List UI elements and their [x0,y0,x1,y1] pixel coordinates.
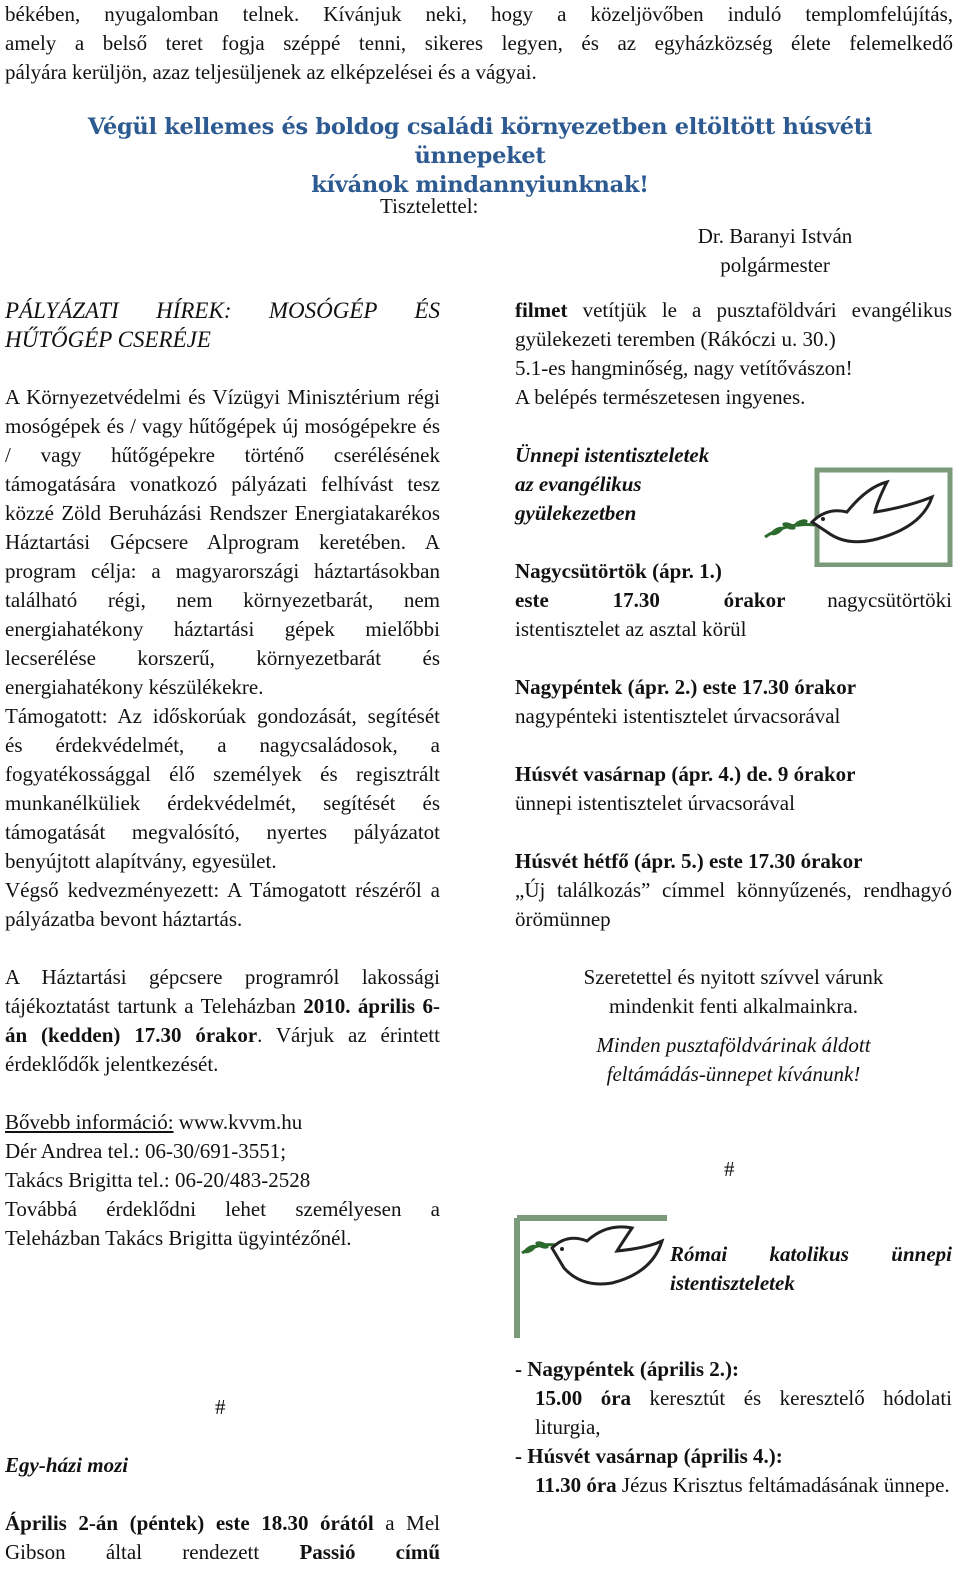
event-desc: nagycsütörtöki istentisztelet az asztal körül [515,588,952,641]
catholic-event-text [515,1384,952,1442]
wish-line: feltámádás-ünnepet kívánunk! [606,1062,861,1086]
contact-line: Takács Brigitta tel.: 06-20/483-2528 [5,1168,311,1192]
event-text: „Új találkozás” címmel könnyűzenés, rendhagyó örömünnep [515,878,952,931]
event-title: Nagycsütörtök (ápr. 1.) [515,559,722,583]
mozi-text: a Mel Gibson által rendezett [5,1511,440,1564]
event-date: 2010. április 6-án (kedden) 17.30 órakor [5,994,440,1047]
easter-wish-line: Végül kellemes és boldog családi környezetben eltöltött húsvéti ünnepeket [87,114,873,169]
catholic-section [515,1355,952,1500]
catholic-heading-text: Római katolikus ünnepi [670,1242,952,1266]
catholic-time: 15.00 óra [535,1386,632,1410]
article-paragraph: Támogatott: Az időskorúak gondozását, segítését és érdekvédelmét, a nagycsaládosok, a fogyatékossággal élő személyek és regisztrált munkanélküliek érdekvédelmét, segítését és támogatását megvalósító, nyertes pályázatot benyújtott alapítvány, egyesület. [5,704,440,873]
mozi-heading: Egy-házi mozi [5,1453,129,1477]
dove-illustration [512,1213,672,1343]
intro-paragraph [5,0,953,87]
event-time: este 17.30 órakor [515,588,786,612]
article-heading [5,296,440,325]
dove-icon [757,467,955,567]
heading-line: PÁLYÁZATI HÍREK: MOSÓGÉP ÉS [5,298,440,323]
left-column [5,296,440,1253]
section-separator: # [215,1395,226,1419]
catholic-heading-line: istentiszteletek [670,1271,795,1295]
info-text: A Háztartási gépcsere programról lakossági tájékoztatást tartunk a Teleházban [5,965,440,1018]
more-info-url[interactable]: www.kvvm.hu [173,1110,303,1134]
signature [660,222,890,280]
catholic-event-title: - Húsvét vasárnap (április 4.): [515,1444,783,1468]
catholic-event-title: - Nagypéntek (április 2.): [515,1357,739,1381]
article-heading-2: HŰTŐGÉP CSERÉJE [5,327,211,352]
catholic-heading-line [670,1240,952,1269]
film-line: A belépés természetesen ingyenes. [515,385,806,409]
dove-illustration [757,467,955,567]
intro-line: pályára kerüljön, azaz teljesüljenek az elképzelései és a vágyai. [5,60,537,84]
mozi-paragraph [5,1509,440,1567]
article-paragraph: Végső kedvezményezett: A Támogatott részéről a pályázatba bevont háztartás. [5,878,440,931]
mozi-date: Április 2-án (péntek) este 18.30 órától [5,1511,374,1535]
catholic-heading [670,1240,952,1298]
invite-line: Szeretettel és nyitott szívvel várunk [583,965,884,989]
dove-icon [512,1213,672,1343]
greeting: Tisztelettel: [380,194,479,218]
signature-title: polgármester [720,253,830,277]
article-paragraph: A Környezetvédelmi és Vízügyi Minisztérium régi mosógépek és / vagy hűtőgépek új mosógépekre és / vagy hűtőgépekre történő cserélésének támogatására vonatkozó pályázati felhívást tesz közzé Zöld Beruházási Rendszer Energiatakarékos Háztartási Gépcsere Alprogram keretében. A program célja: a magyarországi háztartásokban található régi, nem környezetbarát, nem energiahatékony háztartási gépek mielőbbi lecserélése korszerű, környezetbarát és energiahatékony készülékekre. [5,385,440,699]
evangelical-heading: Ünnepi istentiszteletek [515,443,710,467]
event-title: Húsvét hétfő (ápr. 5.) este 17.30 órakor [515,849,863,873]
easter-wish-line: kívánok mindannyiunknak! [311,172,649,198]
film-text: vetítjük le a pusztaföldvári evangélikus gyülekezeti teremben (Rákóczi u. 30.) [515,298,952,351]
invite-line: mindenkit fenti alkalmainkra. [608,994,858,1018]
event-text: nagypénteki istentisztelet úrvacsorával [515,704,841,728]
catholic-time: 11.30 óra [535,1473,617,1497]
evangelical-heading: gyülekezetben [515,501,637,525]
info-paragraph [5,963,440,1079]
wish-line: Minden pusztaföldvárinak áldott [596,1033,871,1057]
mozi-title: Passió című [299,1540,440,1564]
intro-line: békében, nyugalomban telnek. Kívánjuk neki, hogy a közeljövőben induló templomfelújítás, [5,2,953,26]
film-line: 5.1-es hangminőség, nagy vetítővászon! [515,356,853,380]
catholic-desc: Jézus Krisztus feltámadásának ünnepe. [616,1473,950,1497]
more-info-label: Bővebb információ: [5,1110,174,1134]
mozi-section [5,1451,440,1567]
contact-line: Dér Andrea tel.: 06-30/691-3551; [5,1139,287,1163]
section-separator: # [724,1157,735,1181]
event-title: Nagypéntek (ápr. 2.) este 17.30 órakor [515,675,857,699]
catholic-event-text [515,1471,952,1500]
contact-line: Továbbá érdeklődni lehet személyesen a Teleházban Takács Brigitta ügyintézőnél. [5,1197,440,1250]
film-paragraph [515,296,952,354]
event-text [515,586,952,644]
catholic-desc: keresztút és keresztelő hódolati liturgia, [535,1386,952,1439]
right-column [515,296,952,1089]
event-title: Húsvét vasárnap (ápr. 4.) de. 9 órakor [515,762,856,786]
info-text: . Várjuk az érintett érdeklődők jelentkezését. [5,1023,440,1076]
easter-wish [30,113,930,200]
event-text: ünnepi istentisztelet úrvacsorával [515,791,795,815]
evangelical-heading: az evangélikus [515,472,642,496]
signature-name: Dr. Baranyi István [697,224,853,248]
intro-line: amely a belső teret fogja széppé tenni, sikeres legyen, és az egyházközség élete felemelkedő [5,31,953,55]
more-info [5,1108,440,1137]
film-word: filmet [515,298,568,322]
